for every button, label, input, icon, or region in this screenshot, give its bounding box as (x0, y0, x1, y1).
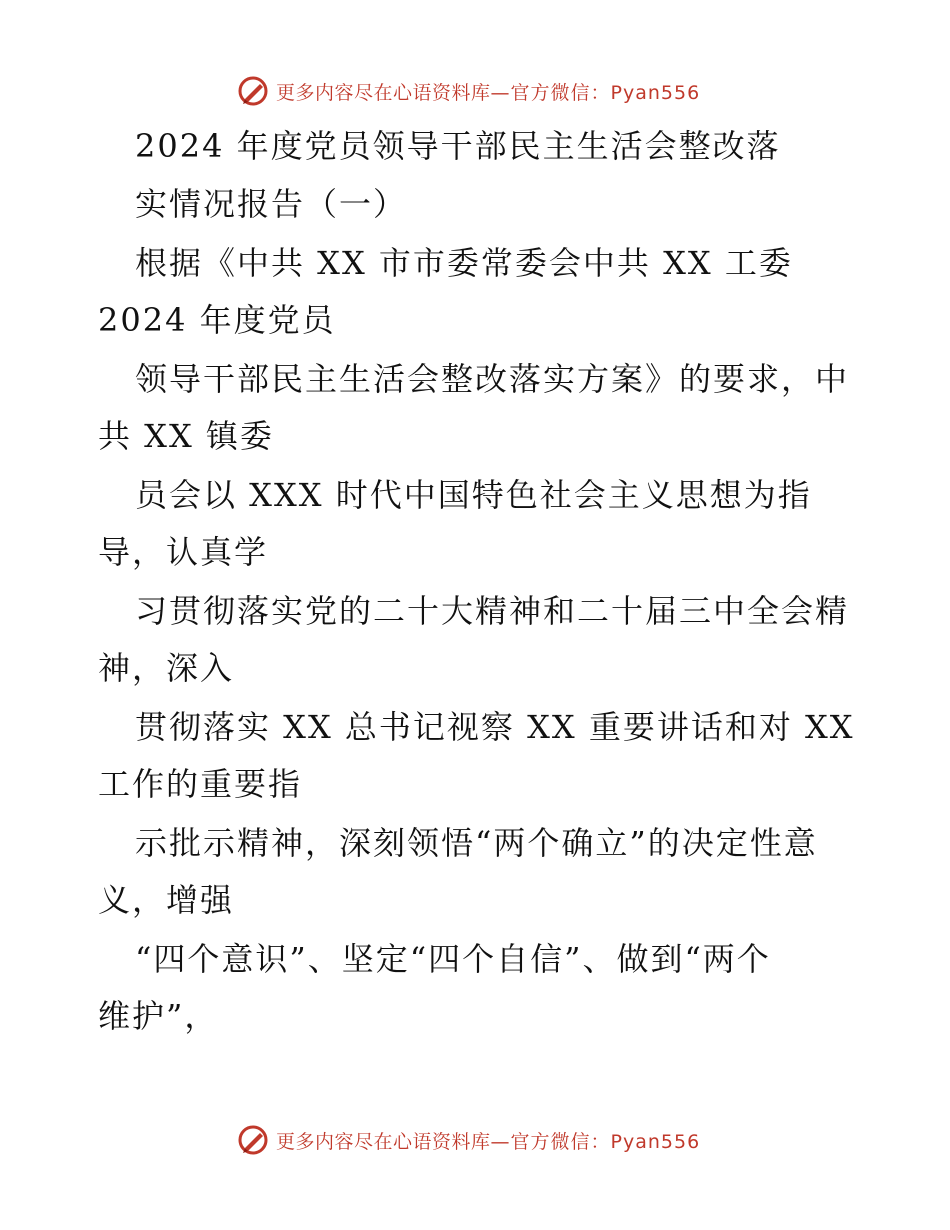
body-line: 员会以 XXX 时代中国特色社会主义思想为指 (135, 476, 812, 514)
body-line: 工作的重要指 (98, 765, 303, 803)
body-line: 导，认真学 (98, 533, 269, 571)
body-line: 神，深入 (98, 649, 235, 687)
pen-logo-icon (236, 1123, 270, 1157)
body-line: 根据《中共 XX 市市委常委会中共 XX 工委 (135, 244, 793, 282)
body-line: 共 XX 镇委 (98, 417, 274, 455)
watermark-text: 更多内容尽在心语资料库 (276, 1130, 491, 1153)
footer-watermark (236, 1122, 700, 1158)
title-line-1: 2024 年度党员领导干部民主生活会整改落 (135, 127, 781, 165)
body-line: 领导干部民主生活会整改落实方案》的要求，中 (135, 360, 850, 398)
pen-logo-icon (236, 74, 270, 108)
body-line: 示批示精神，深刻领悟“两个确立”的决定性意 (135, 824, 818, 862)
body-line: “四个意识”、坚定“四个自信”、做到“两个 (135, 940, 771, 978)
body-line: 2024 年度党员 (98, 301, 336, 339)
watermark-contact: —官方微信：Pyan556 (490, 81, 701, 104)
watermark-contact: —官方微信：Pyan556 (490, 1130, 701, 1153)
body-line: 习贯彻落实党的二十大精神和二十届三中全会精 (135, 592, 850, 630)
header-watermark (236, 73, 700, 109)
body-line: 维护”， (98, 997, 219, 1035)
body-line: 贯彻落实 XX 总书记视察 XX 重要讲话和对 XX (135, 708, 855, 746)
title-line-2: 实情况报告（一） (135, 185, 408, 223)
body-line: 义，增强 (98, 881, 235, 919)
watermark-text: 更多内容尽在心语资料库 (276, 81, 491, 104)
